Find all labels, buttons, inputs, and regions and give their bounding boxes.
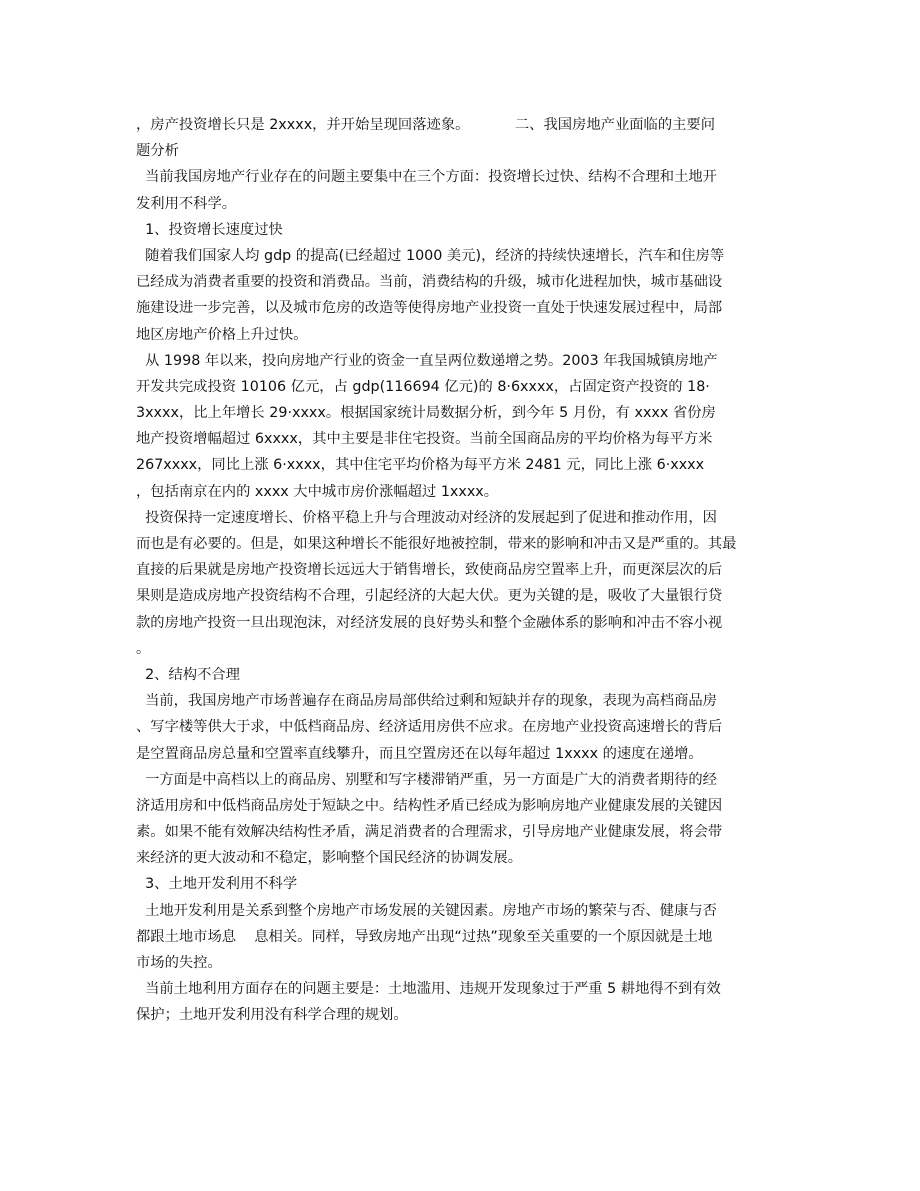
text-line: ，包括南京在内的 xxxx 大中城市房价涨幅超过 1xxxx。 [136, 483, 499, 500]
text-line: 土地开发利用是关系到整个房地产市场发展的关键因素。房地产市场的繁荣与否、健康与否 [136, 902, 717, 919]
text-line: 来经济的更大波动和不稳定，影响整个国民经济的协调发展。 [136, 850, 523, 867]
text-line: 已经成为消费者重要的投资和消费品。当前，消费结构的升级，城市化进程加快，城市基础设 [136, 274, 723, 291]
text-line: 施建设进一步完善，以及城市危房的改造等使得房地产业投资一直处于快速发展过程中，局部 [136, 300, 723, 317]
text-line: 而也是有必要的。但是，如果这种增长不能很好地被控制，带来的影响和冲击又是严重的。其最 [136, 536, 737, 552]
text-line: ，房产投资增长只是 2xxxx，并开始呈现回落迹象。 二、我国房地产业面临的主要问 [136, 117, 716, 133]
text-line: 267xxxx，同比上涨 6·xxxx，其中住宅平均价格为每平方米 2481 元，同比上涨 6·xxxx [136, 457, 705, 474]
text-line: 。 [136, 640, 151, 657]
text-line: 当前，我国房地产市场普遍存在商品房局部供给过剩和短缺并存的现象，表现为高档商品房 [136, 693, 717, 710]
text-line: 随着我们国家人均 gdp 的提高(已经超过 1000 美元)，经济的持续快速增长，汽车和住房等 [136, 247, 725, 264]
text-line: 款的房地产投资一旦出现泡沫，对经济发展的良好势头和整个金融体系的影响和冲击不容小视 [136, 614, 723, 631]
text-line: 当前土地利用方面存在的问题主要是：土地滥用、违规开发现象过于严重 5 耕地得不到有效 [136, 981, 721, 998]
text-line: 3、土地开发利用不科学 [136, 876, 298, 893]
text-line: 济适用房和中低档商品房处于短缺之中。结构性矛盾已经成为影响房地产业健康发展的关键因 [136, 797, 723, 814]
text-line: 投资保持一定速度增长、价格平稳上升与合理波动对经济的发展起到了促进和推动作用，因 [136, 509, 717, 526]
text-line: 果则是造成房地产投资结构不合理，引起经济的大起大伏。更为关键的是，吸收了大量银行贷 [136, 588, 723, 605]
text-line: 直接的后果就是房地产投资增长远远大于销售增长，致使商品房空置率上升，而更深层次的后 [136, 562, 723, 579]
text-line: 一方面是中高档以上的商品房、别墅和写字楼滞销严重，另一方面是广大的消费者期待的经 [136, 771, 717, 788]
text-line: 素。如果不能有效解决结构性矛盾，满足消费者的合理需求，引导房地产业健康发展，将会带 [136, 824, 723, 841]
text-line: 2、结构不合理 [136, 666, 240, 683]
text-line: 3xxxx，比上年增长 29·xxxx。根据国家统计局数据分析，到今年 5 月份，有 xxxx 省份房 [136, 405, 716, 422]
text-line: 是空置商品房总量和空置率直线攀升，而且空置房还在以每年超过 1xxxx 的速度在递增。 [136, 745, 703, 762]
document-body [136, 112, 783, 1029]
text-line: 开发共完成投资 10106 亿元，占 gdp(116694 亿元)的 8·6xxxx，占固定资产投资的 18· [136, 378, 710, 395]
text-line: 地区房地产价格上升过快。 [136, 326, 308, 343]
text-line: 市场的失控。 [136, 955, 222, 971]
text-line: 1、投资增长速度过快 [136, 221, 283, 238]
text-line: 、写字楼等供大于求，中低档商品房、经济适用房供不应求。在房地产业投资高速增长的背后 [136, 719, 723, 736]
text-line: 当前我国房地产行业存在的问题主要集中在三个方面：投资增长过快、结构不合理和土地开 [136, 169, 717, 186]
text-line: 地产投资增幅超过 6xxxx，其中主要是非住宅投资。当前全国商品房的平均价格为每平方米 [136, 431, 713, 448]
text-line: 从 1998 年以来，投向房地产行业的资金一直呈两位数递增之势。2003 年我国城镇房地产 [136, 352, 718, 369]
text-line: 题分析 [136, 143, 179, 160]
text-line: 保护；土地开发利用没有科学合理的规划。 [136, 1007, 408, 1024]
text-line: 发利用不科学。 [136, 195, 237, 212]
text-line: 都跟土地市场息 息相关。同样，导致房地产出现“过热”现象至关重要的一个原因就是土地 [136, 928, 713, 945]
